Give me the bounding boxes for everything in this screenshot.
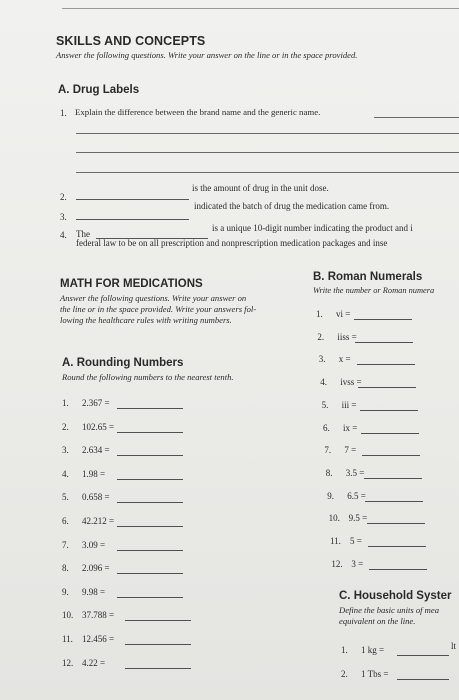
item-number: 3. [62, 445, 69, 456]
answer-line[interactable] [358, 387, 416, 388]
household-instruction-line: equivalent on the line. [339, 616, 416, 626]
q3-text: indicated the batch of drug the medication came from. [194, 201, 390, 211]
item-number: 10. [62, 610, 74, 621]
list-item [323, 423, 357, 433]
math-instruction-line: lowing the healthcare rules with writing numbers. [60, 315, 232, 325]
list-item [331, 559, 363, 569]
top-divider [62, 8, 459, 9]
list-item [341, 645, 384, 655]
answer-line[interactable] [365, 501, 423, 502]
list-item [320, 377, 361, 387]
answer-line[interactable] [117, 455, 183, 456]
list-item [62, 398, 110, 408]
answer-line[interactable] [357, 364, 415, 365]
answer-line[interactable] [367, 523, 425, 524]
item-number: 3. [318, 354, 326, 365]
item-number: 6. [62, 516, 69, 526]
list-item [317, 332, 356, 342]
item-number: 9. [327, 490, 334, 501]
item-number: 1. [316, 309, 323, 319]
q2-answer-line[interactable] [76, 199, 189, 200]
answer-line[interactable] [361, 433, 419, 434]
q4-number: 4. [60, 230, 67, 240]
item-number: 1. [341, 645, 348, 655]
item-expression: 2.634 = [82, 445, 110, 456]
list-item [319, 354, 351, 364]
rounding-instruction: Round the following numbers to the nearest tenth. [62, 372, 234, 382]
list-item [324, 445, 356, 455]
item-number: 8. [62, 563, 69, 574]
list-item [330, 536, 362, 546]
list-item [329, 513, 368, 523]
item-expression: 7 = [344, 445, 357, 456]
q3-answer-line[interactable] [76, 219, 189, 220]
item-expression: 1 Tbs = [361, 669, 389, 679]
answer-line[interactable] [397, 679, 449, 680]
household-heading: C. Household Syster [339, 590, 452, 602]
answer-line[interactable] [117, 597, 183, 598]
list-item [322, 400, 357, 410]
item-expression: 2.367 = [82, 398, 110, 408]
answer-line[interactable] [364, 478, 422, 479]
item-expression: iiss = [337, 331, 357, 342]
answer-line[interactable] [117, 526, 183, 527]
answer-line[interactable] [117, 573, 183, 574]
item-number: 12. [62, 657, 74, 668]
list-item [62, 610, 114, 620]
math-instruction-line: the line or in the space provided. Write your answers fol- [60, 304, 257, 314]
item-number: 1. [62, 398, 69, 408]
item-expression: 9.98 = [82, 586, 106, 597]
q1-answer-line[interactable] [76, 172, 459, 173]
list-item [62, 492, 110, 502]
drug-labels-heading: A. Drug Labels [58, 84, 140, 96]
q1-number: 1. [60, 108, 67, 118]
item-expression: iii = [341, 399, 357, 410]
answer-line[interactable] [360, 410, 418, 411]
q1-answer-line[interactable] [76, 152, 459, 153]
q1-text: Explain the difference between the brand name and the generic name. [75, 107, 321, 117]
answer-line[interactable] [397, 655, 449, 656]
answer-line[interactable] [117, 479, 183, 480]
item-number: 12. [331, 558, 343, 569]
item-expression: 4.22 = [82, 657, 106, 668]
item-number: 10. [328, 513, 340, 524]
item-number: 8. [325, 467, 333, 478]
section-title: SKILLS AND CONCEPTS [56, 34, 206, 48]
list-item [62, 516, 114, 526]
item-expression: x = [338, 354, 351, 365]
list-item [341, 669, 388, 679]
math-heading: MATH FOR MEDICATIONS [60, 278, 203, 290]
item-number: 6. [323, 422, 330, 433]
answer-line[interactable] [117, 550, 183, 551]
item-expression: ivss = [340, 377, 362, 388]
q1-answer-line[interactable] [374, 117, 459, 118]
item-expression: 6.5 = [347, 490, 366, 501]
list-item [326, 468, 365, 478]
list-item [62, 540, 105, 550]
q3-number: 3. [60, 212, 67, 222]
item-number: 7. [62, 539, 69, 550]
answer-line[interactable] [362, 455, 420, 456]
answer-line[interactable] [117, 502, 183, 503]
answer-line[interactable] [355, 342, 413, 343]
item-expression: 2.096 = [82, 563, 110, 574]
list-item [62, 563, 110, 573]
list-item [62, 634, 114, 644]
answer-line[interactable] [125, 620, 191, 621]
item-number: 4. [62, 468, 69, 479]
answer-line[interactable] [117, 408, 183, 409]
item-number: 2. [341, 669, 348, 679]
roman-instruction: Write the number or Roman numera [313, 286, 435, 295]
list-item [327, 491, 366, 501]
household-instruction-line: Define the basic units of mea [339, 605, 440, 615]
item-expression: 3.09 = [82, 539, 106, 550]
answer-line[interactable] [117, 432, 183, 433]
answer-line[interactable] [369, 569, 427, 570]
item-expression: vi = [336, 309, 351, 319]
item-expression: 102.65 = [82, 421, 115, 432]
item-expression: 5 = [350, 536, 362, 546]
item-expression: ix = [343, 422, 358, 433]
q4-lead: The [76, 229, 90, 239]
list-item [62, 469, 105, 479]
q2-text: is the amount of drug in the unit dose. [192, 183, 329, 193]
item-expression: 37.788 = [82, 610, 115, 621]
answer-line[interactable] [125, 644, 191, 645]
item-number: 5. [62, 492, 69, 503]
household-instruction [339, 605, 459, 627]
item-number: 2. [317, 331, 325, 342]
list-item [62, 445, 110, 455]
math-instruction-line: Answer the following questions. Write your answer on [60, 293, 247, 303]
section-instruction: Answer the following questions. Write your answer on the line or in the space provided. [56, 50, 358, 60]
item-expression: 12.456 = [82, 634, 115, 644]
roman-heading: B. Roman Numerals [313, 271, 423, 283]
item-number: 9. [62, 586, 69, 597]
item-expression: 1 kg = [361, 645, 385, 655]
rounding-heading: A. Rounding Numbers [62, 357, 184, 369]
answer-line[interactable] [368, 546, 426, 547]
item-expression: 9.5 = [348, 513, 368, 524]
list-item [62, 422, 114, 432]
item-number: 11. [330, 536, 341, 546]
item-expression: 3.5 = [345, 467, 365, 478]
q4-text-line2: federal law to be on all prescription and nonprescription medication packages and inse [76, 238, 388, 248]
item-number: 2. [62, 421, 69, 432]
item-number: 7. [324, 445, 332, 456]
math-instruction [60, 293, 300, 326]
item-expression: 42.212 = [82, 516, 115, 526]
answer-line[interactable] [125, 668, 191, 669]
item-expression: 1.98 = [82, 468, 106, 479]
q1-answer-line[interactable] [76, 133, 459, 134]
list-item [62, 658, 105, 668]
list-item [62, 587, 105, 597]
item-expression: 0.658 = [82, 492, 110, 503]
item-number: 11. [62, 634, 73, 644]
item-number: 4. [320, 377, 327, 388]
item-expression: 3 = [351, 558, 364, 569]
list-item [316, 309, 350, 319]
answer-line[interactable] [354, 319, 412, 320]
q4-text: is a unique 10-digit number indicating the product and i [212, 223, 413, 233]
item-number: 5. [321, 399, 329, 410]
q2-number: 2. [60, 192, 67, 202]
cutoff-text: lt [451, 641, 457, 651]
